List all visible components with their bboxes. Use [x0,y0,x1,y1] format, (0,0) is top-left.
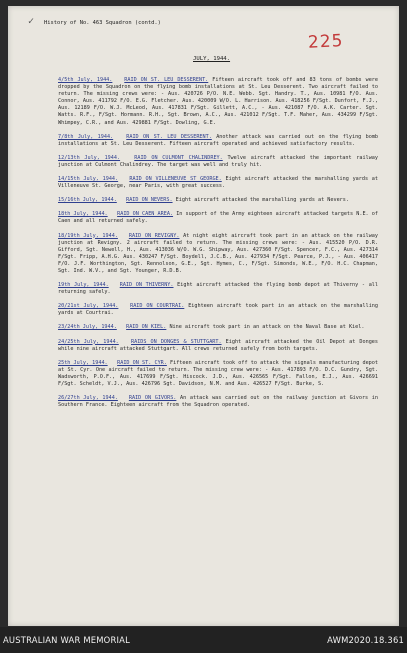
footer-institution: AUSTRALIAN WAR MEMORIAL [3,635,130,645]
entry-date: 7/8th July, 1944. [58,133,114,140]
entry-body: Eight aircraft attacked the Oil Depot at Donges while nine aircraft attacked Stuttgart. All crews returned safely from both targets. [58,338,378,352]
entry [58,324,378,331]
entry-body: Fifteen aircraft took off and 83 tons of bombs were dropped by the Squadron on the flying bomb installations at St. Leu Desserent. Two aircraft failed to return. The missing crews were: - Aus. 420726 P/O. N.E. Webb. Sgt. Handry. T., Aus. 10981 F/O. Aus. Connor, Aus. 411792 F/O. E.G. Fletcher. Aus. 420009 W/O. L. Harrison. Aus. 418256 F/Sgt. Dunfort, F.J., Aus. 12189 F/O. W.J. McLeod, Aus. 417831 F/Sgt. Gillett, A.C., - Aus. 421087 F/O. A.K. Carter. Sgt. Watts. R.F., F/Sgt. Hormann. R.H., Sgt. Brown, A.C., Aus. 421012 F/Sgt. T.F. Maher, Aus. 434299 F/Sgt. Whimpey, C.R., and Aus. 429881 F/Sgt. Dowling, G.E. [58,77,378,126]
entry-heading: RAID ON REVIGNY. [128,232,180,239]
entry-date: 23/24th July, 1944. [58,324,117,331]
entry-heading: RAID ON KIEL. [126,324,167,331]
footer-accession-number: AWM2020.18.361 [327,635,404,645]
entry-body: In support of the Army eighteen aircraft attacked targets N.E. of Caen and all returned safely. [58,211,378,225]
entry-body: Eighteen aircraft took part in an attack on the marshalling yards at Courtrai. [58,303,378,317]
entry-body: At night eight aircraft took part in an attack on the railway junction at Revigny. 2 aircraft failed to return. The missing crews were: - Aus. 415520 P/O. D.R. Gifford, Sgt. Newell, H., Aus. 413036 W/O. W.G. Shipway, Aus. 427360 F/Sgt. Spencer, F.C., Aus. 427314 F/Sgt. Fripp, A.H.G. Aus. 430247 F/Sgt. Boydell, J.C.B., Aus. 427934 F/Sgt. Pearce, P.J., - Aus. 406417 F/O. J.F. Worthington, Sgt. Rennolson, G.E., Sgt. Hymes, C., F/Sgt. Simonds, W.E., F/O. H.C. Chapman, Sgt. Ind. W.V., and Sgt. Younger, R.D.B. [58,232,378,274]
entry-body: An attack was carried out on the railway junction at Givors in Southern France. Eighteen aircraft from the Squadron operated. [58,395,378,409]
entry [58,395,378,409]
entry-text [58,197,378,204]
entry-date: 18th July, 1944. [58,211,108,218]
entry-heading: RAID ON ST. CYR. [117,359,167,366]
entry-date: 25th July, 1944. [58,359,108,366]
entry-text [58,176,378,190]
entry-heading: RAID ON ST. LEU DESSERENT. [124,77,209,83]
entry-text [58,233,378,276]
entry-text [58,324,378,331]
entry [58,176,378,190]
archive-footer [0,627,407,653]
entry-text [58,395,378,409]
entry-date: 26/27th July, 1944. [58,395,118,402]
entry-heading: RAID ON THIVERNY. [119,282,174,289]
entry [58,134,378,148]
entry-body: Eight aircraft attacked the marshalling yards at Nevers. [172,197,349,204]
entry-text [58,303,378,317]
entry-heading: RAID ON CAEN AREA. [117,211,174,218]
entry-body: Another attack was carried out on the flying bomb installations at St. Leu Desserent. Fifteen aircraft operated and achieved satisfactory results. [58,133,379,147]
entry-date: 20/21st July, 1944. [58,303,119,310]
entry-date: 18/19th July, 1944. [58,232,118,239]
entry-heading: RAID ON NEVERS. [126,197,173,204]
entry-date: 12/13th July, 1944. [58,154,121,161]
pencil-folio-number: 225 [307,31,344,53]
entry-body: Eight aircraft attacked the flying bomb depot at Thiverny - all returning safely. [58,282,378,296]
entry-body: Nine aircraft took part in an attack on the Naval Base at Kiel. [166,324,365,331]
entry-text [58,134,378,148]
entry [58,211,378,225]
entry-heading: RAID ON GIVORS. [128,395,177,402]
entry [58,282,378,296]
month-heading: JULY, 1944. [193,56,231,62]
entry-body: Fifteen aircraft took off to attack the signals manufacturing depot at St. Cyr. One aircraft failed to return. The missing crew were: - Aus. 417893 F/O. D.C. Gundry, Sgt. Wadsworth, P.O.F., Aus. 417699 F/Sgt. Hiscock. J.D., Aus. 426565 F/Sgt. Fallon, E.J., Aus. 426691 F/Sgt. Scheldt, V.J., Aus. 426796 Sgt. Davidson, N.M. and Aus. 426527 F/Sgt. Burke, S. [58,359,378,387]
entry-text [58,155,378,169]
page-header-title: History of No. 463 Squadron (contd.) [44,20,161,26]
entry [58,360,378,388]
document-page [8,6,399,626]
entry-body: Twelve aircraft attacked the important railway junction at Culmont Chalindrey. The target was well and truly hit. [58,154,378,168]
entry-text [58,77,378,127]
entry [58,339,378,353]
entry-date: 4/5th July, 1944. [58,77,113,83]
entry [58,155,378,169]
entry [58,77,378,127]
entry [58,197,378,204]
entry-heading: RAID ON VILLENEUVE ST GEORGE. [129,176,222,183]
entry [58,303,378,317]
entry-heading: RAID ON COURTRAI. [130,303,185,310]
entries-list [58,77,378,416]
entry-date: 15/16th July, 1944. [58,197,117,204]
entry-date: 24/25th July, 1944. [58,338,119,345]
entry-text [58,360,378,388]
entry-text [58,282,378,296]
tick-mark: ✓ [28,16,35,27]
entry-text [58,211,378,225]
entry-text [58,339,378,353]
entry [58,233,378,276]
entry-heading: RAID ON CULMONT CHALINDREY. [134,154,223,161]
entry-heading: RAID ON ST. LEU DESSERENT. [126,133,212,140]
entry-heading: RAIDS ON DONGES & STUTTGART. [131,338,222,345]
entry-date: 14/15th July, 1944. [58,176,119,183]
entry-date: 19th July, 1944. [58,282,109,289]
entry-body: Eight aircraft attacked the marshalling yards at Villeneuve St. George, near Paris, with great success. [58,176,378,190]
